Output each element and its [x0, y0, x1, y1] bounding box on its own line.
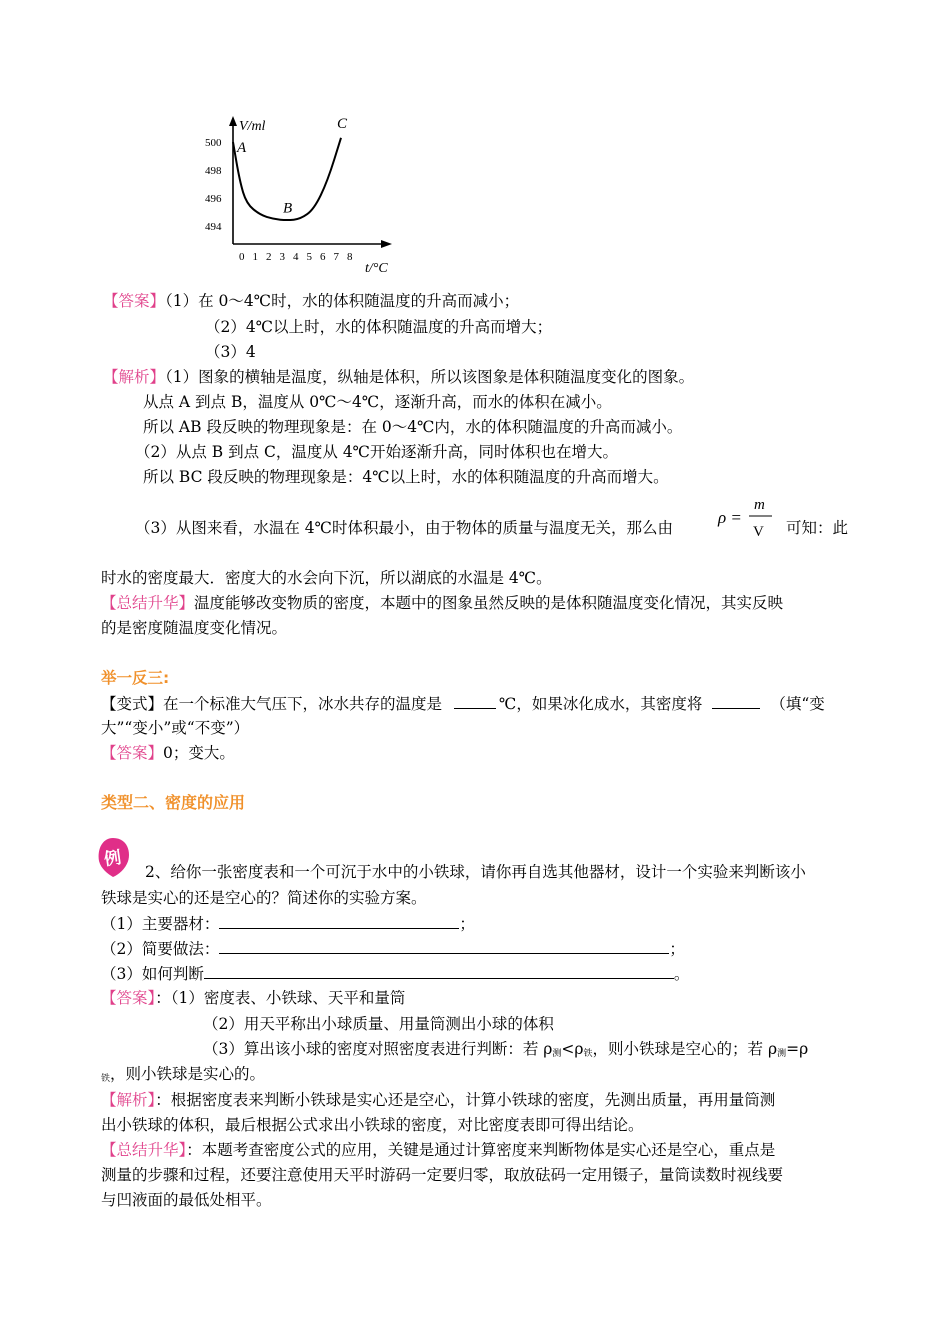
q2-answer-1: ：（1）密度表、小铁球、天平和量筒 — [155, 989, 406, 1007]
q2-summary-2: 测量的步骤和过程，还要注意使用天平时游码一定要归零，取放砝码一定用镊子，量筒读数时视线要 — [101, 1166, 784, 1184]
q2-answer-3b: <ρ — [561, 1040, 584, 1058]
formula-numerator: m — [754, 497, 765, 513]
example-badge-icon — [96, 836, 130, 878]
q1-analysis-5: 所以 BC 段反映的物理现象是：4℃以上时，水的体积随温度的升高而增大。 — [143, 468, 669, 486]
x-tick-label: 3 — [279, 251, 285, 263]
variant-answer-line — [101, 742, 235, 764]
y-axis-arrow — [229, 116, 237, 126]
sub-measured-2: 测 — [777, 1049, 787, 1059]
answer-tag: 【答案】 — [101, 989, 156, 1007]
q1-answer-3: （3）4 — [205, 343, 256, 361]
q2-answer-3a: （3）算出该小球的密度对照密度表进行判断：若 ρ — [203, 1040, 553, 1058]
answer-tag: 【答案】 — [103, 292, 166, 310]
q2-summary-line-1 — [101, 1139, 775, 1161]
summary-tag: 【总结升华】 — [101, 1141, 187, 1159]
x-tick-label: 2 — [266, 251, 272, 263]
analysis-tag: 【解析】 — [101, 1091, 156, 1109]
q2-analysis-1: ：根据密度表来判断小铁球是实心还是空心，计算小铁球的密度，先测出质量，再用量筒测 — [155, 1091, 776, 1109]
q2-item-1 — [101, 912, 475, 935]
q2-item-1-blank[interactable] — [219, 912, 459, 929]
q1-answer-1: （1）在 0～4℃时，水的体积随温度的升高而减小； — [165, 292, 520, 310]
sub-iron: 铁 — [583, 1049, 593, 1059]
analysis-tag: 【解析】 — [103, 368, 166, 386]
q2-answer-line-1 — [101, 987, 405, 1009]
q2-answer-3d: =ρ — [786, 1040, 809, 1058]
variant-tag: 【变式】 — [101, 695, 164, 713]
sub-measured: 测 — [552, 1049, 562, 1059]
y-tick-label: 494 — [205, 221, 222, 233]
example-badge-text: 例 — [102, 847, 123, 871]
y-tick-label: 496 — [205, 193, 222, 205]
q2-stem-2: 铁球是实心的还是空心的？简述你的实验方案。 — [101, 889, 427, 907]
q2-answer-2: （2）用天平称出小球质量、用量筒测出小球的体积 — [203, 1015, 554, 1033]
q2-item-2 — [101, 937, 685, 960]
variant-answer: 0；变大。 — [163, 744, 235, 762]
point-label-b: B — [283, 200, 293, 217]
q2-item-2-blank[interactable] — [219, 937, 669, 954]
density-formula — [716, 494, 776, 544]
q2-analysis-2: 出小铁球的体积，最后根据公式求出小铁球的密度，对比密度表即可得出结论。 — [101, 1116, 644, 1134]
variant-text-c: （填“变 — [770, 695, 825, 713]
q2-item-1-label: （1）主要器材： — [101, 915, 220, 933]
x-tick-label: 5 — [306, 251, 312, 263]
point-label-c: C — [337, 115, 348, 132]
q2-item-1-end: ； — [459, 915, 475, 933]
q2-answer-4: ，则小铁球是实心的。 — [110, 1065, 266, 1083]
q2-item-2-end: ； — [669, 940, 685, 958]
q1-analysis-3: 所以 AB 段反映的物理现象是：在 0～4℃内，水的体积随温度的升高而减小。 — [143, 418, 683, 436]
q1-analysis-7: 时水的密度最大．密度大的水会向下沉，所以湖底的水温是 4℃。 — [101, 569, 552, 587]
summary-tag: 【总结升华】 — [101, 594, 195, 612]
x-axis-label: t/°C — [365, 261, 388, 276]
variant-line-2: 大”“变小”或“不变”） — [101, 719, 250, 737]
variant-text-b: ℃，如果冰化成水，其密度将 — [499, 695, 703, 713]
q1-summary-line-1 — [101, 592, 783, 614]
q2-item-3 — [101, 962, 689, 985]
q2-analysis-line-1 — [101, 1089, 775, 1111]
q2-summary-1: ：本题考查密度公式的应用，关键是通过计算密度来判断物体是实心还是空心，重点是 — [186, 1141, 776, 1159]
x-tick-label: 6 — [320, 251, 326, 263]
q2-summary-3: 与凹液面的最低处相平。 — [101, 1191, 272, 1209]
x-tick-label: 1 — [252, 251, 258, 263]
x-tick-label: 0 — [239, 251, 245, 263]
q1-analysis-6b: 可知：此 — [786, 519, 849, 537]
volume-temperature-chart — [195, 108, 410, 278]
q1-answer-line-1 — [103, 290, 519, 312]
q2-item-3-label: （3）如何判断 — [101, 965, 204, 983]
formula-lhs: ρ = — [718, 508, 742, 527]
q1-analysis-6a: （3）从图来看，水温在 4℃时体积最小，由于物体的质量与温度无关，那么由 — [135, 519, 673, 537]
q2-answer-4-line — [101, 1063, 265, 1090]
variant-heading: 举一反三: — [101, 669, 170, 687]
point-label-a: A — [237, 140, 247, 156]
q1-analysis-4: （2）从点 B 到点 C，温度从 4℃开始逐渐升高，同时体积也在增大。 — [135, 443, 619, 461]
q1-summary-1: 温度能够改变物质的密度，本题中的图象虽然反映的是体积随温度变化情况，其实反映 — [194, 594, 784, 612]
variant-line-1 — [101, 692, 825, 715]
q2-item-3-end: 。 — [673, 965, 690, 983]
q1-summary-2: 的是密度随温度变化情况。 — [101, 619, 288, 637]
q2-answer-3c: ，则小铁球是空心的；若 ρ — [592, 1040, 778, 1058]
x-axis-arrow — [381, 240, 392, 248]
answer-tag: 【答案】 — [101, 744, 164, 762]
q1-answer-2: （2）4℃以上时，水的体积随温度的升高而增大； — [205, 318, 553, 336]
q2-answer-3 — [203, 1038, 808, 1065]
x-tick-label: 7 — [333, 251, 339, 263]
formula-denominator: V — [753, 524, 764, 540]
variant-blank-1[interactable] — [454, 692, 496, 709]
variant-text-a: 在一个标准大气压下，冰水共存的温度是 — [163, 695, 443, 713]
q2-item-2-label: （2）简要做法： — [101, 940, 220, 958]
q1-analysis-2: 从点 A 到点 B，温度从 0℃～4℃，逐渐升高，而水的体积在减小。 — [143, 393, 612, 411]
variant-blank-2[interactable] — [712, 692, 760, 709]
x-tick-label: 8 — [347, 251, 353, 263]
sub-iron-2: 铁 — [101, 1074, 111, 1084]
y-tick-label: 500 — [205, 137, 222, 149]
q1-analysis-1: （1）图象的横轴是温度，纵轴是体积，所以该图象是体积随温度变化的图象。 — [165, 368, 695, 386]
y-axis-label: V/ml — [239, 119, 266, 134]
x-tick-label: 4 — [293, 251, 299, 263]
y-tick-label: 498 — [205, 165, 222, 177]
q2-item-3-blank[interactable] — [204, 962, 674, 979]
q1-analysis-line-1 — [103, 366, 694, 388]
q2-stem-1: 2、给你一张密度表和一个可沉于水中的小铁球，请你再自选其他器材，设计一个实验来判断该小 — [145, 863, 806, 881]
section-heading: 类型二、密度的应用 — [101, 793, 246, 812]
